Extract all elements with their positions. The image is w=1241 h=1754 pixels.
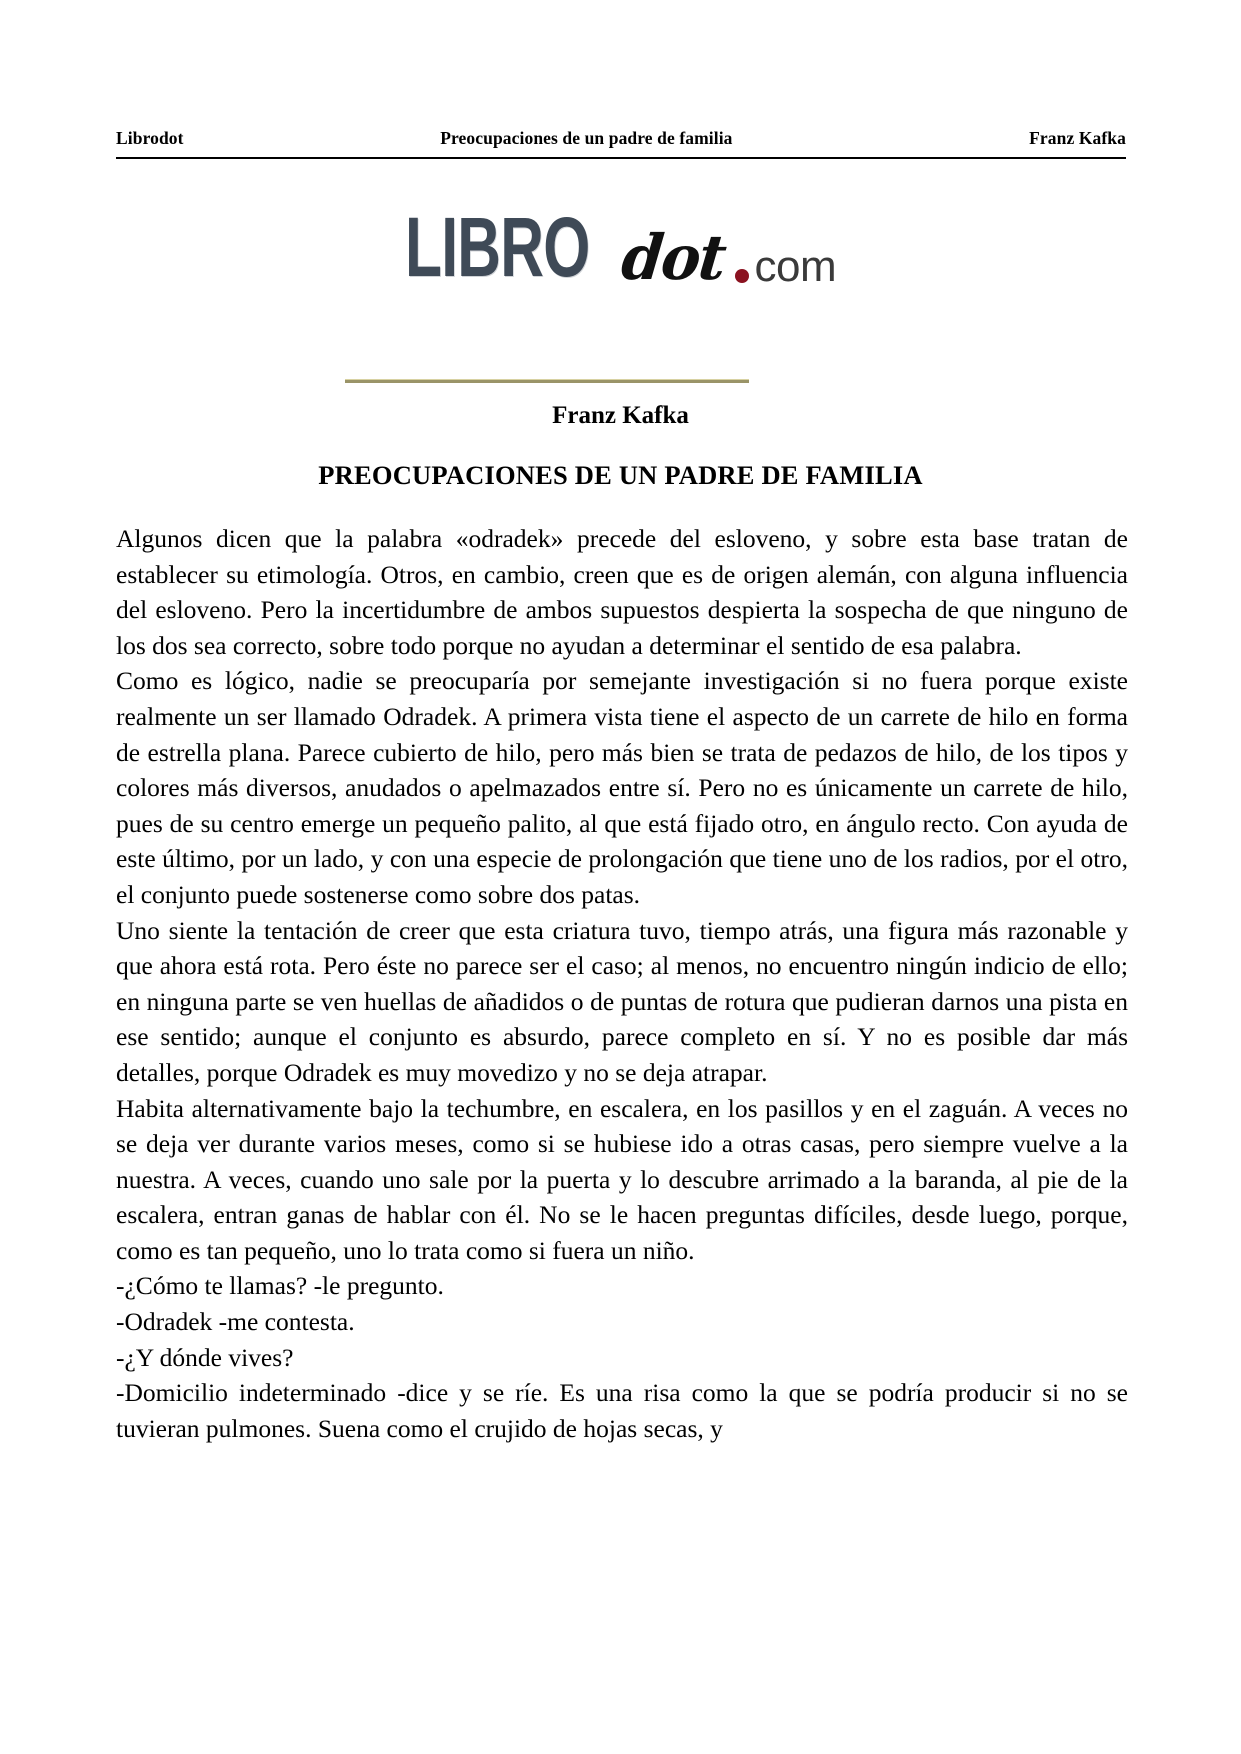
author-name: Franz Kafka: [552, 402, 689, 429]
paragraph: -Domicilio indeterminado -dice y se ríe. Es una risa como la que se podría producir si no se tuvieran pulmones. Suena como el crujido de hojas secas, y: [116, 1378, 1128, 1443]
logo-com-text: com: [754, 242, 837, 291]
logo-dot-script-text: dot: [618, 221, 729, 294]
document-body: [116, 521, 1128, 1446]
paragraph: Uno siente la tentación de creer que esta criatura tuvo, tiempo atrás, una figura más razonable y que ahora está rota. Pero éste no parece ser el caso; al menos, no encuentro ningún indicio de ello; en ninguna parte se ven huellas de añadidos o de puntas de rotura que pudieran darnos una pista en ese sentido; aunque el conjunto es absurdo, parece completo en sí. Y no es posible dar más detalles, porque Odradek es muy movedizo y no se deja atrapar.: [116, 915, 1128, 1087]
paragraph: Como es lógico, nadie se preocuparía por semejante investigación si no fuera porque existe realmente un ser llamado Odradek. A primera vista tiene el aspecto de un carrete de hilo en forma de estrella plana. Parece cubierto de hilo, pero más bien se trata de pedazos de hilo, de los tipos y colores más diversos, anudados o apelmazados entre sí. Pero no es únicamente un carrete de hilo, pues de su centro emerge un pequeño palito, al que está fijado otro, en ángulo recto. Con ayuda de este último, por un lado, y con una especie de prolongación que tiene uno de los radios, por el otro, el conjunto puede sostenerse como sobre dos patas.: [116, 666, 1128, 909]
header-title-label: Preocupaciones de un padre de familia: [440, 128, 733, 148]
dialogue-line: -¿Y dónde vives?: [116, 1342, 294, 1372]
logo-libro-text: LIBRO: [404, 200, 590, 294]
paragraph: Habita alternativamente bajo la techumbre, en escalera, en los pasillos y en el zaguán. A veces no se deja ver durante varios meses, como si se hubiese ido a otras casas, pero siempre vuelve a la nuestra. A veces, cuando uno sale por la puerta y lo descubre arrimado a la baranda, al pie de la escalera, entran ganas de hablar con él. No se le hacen preguntas difíciles, desde luego, porque, como es tan pequeño, uno lo trata como si fuera un niño.: [116, 1093, 1128, 1265]
red-dot-icon: [735, 269, 749, 283]
logo-divider-rule: [345, 379, 749, 383]
running-header: [116, 128, 1126, 159]
librodot-logo: [0, 200, 1241, 294]
header-source-label: Librodot: [116, 128, 184, 148]
logo-wordmark: [404, 200, 837, 294]
paragraph: Algunos dicen que la palabra «odradek» precede del esloveno, y sobre esta base tratan de establecer su etimología. Otros, en cambio, creen que es de origen alemán, con alguna influencia del esloveno. Pero la incertidumbre de ambos supuestos despierta la sospecha de que ninguno de los dos sea correcto, sobre todo porque no ayudan a determinar el sentido de esa palabra.: [116, 524, 1128, 660]
page-title: PREOCUPACIONES DE UN PADRE DE FAMILIA: [318, 460, 923, 490]
dialogue-line: -Odradek -me contesta.: [116, 1307, 355, 1337]
dialogue-line: -¿Cómo te llamas? -le pregunto.: [116, 1271, 444, 1301]
header-author-label: Franz Kafka: [1029, 128, 1126, 148]
